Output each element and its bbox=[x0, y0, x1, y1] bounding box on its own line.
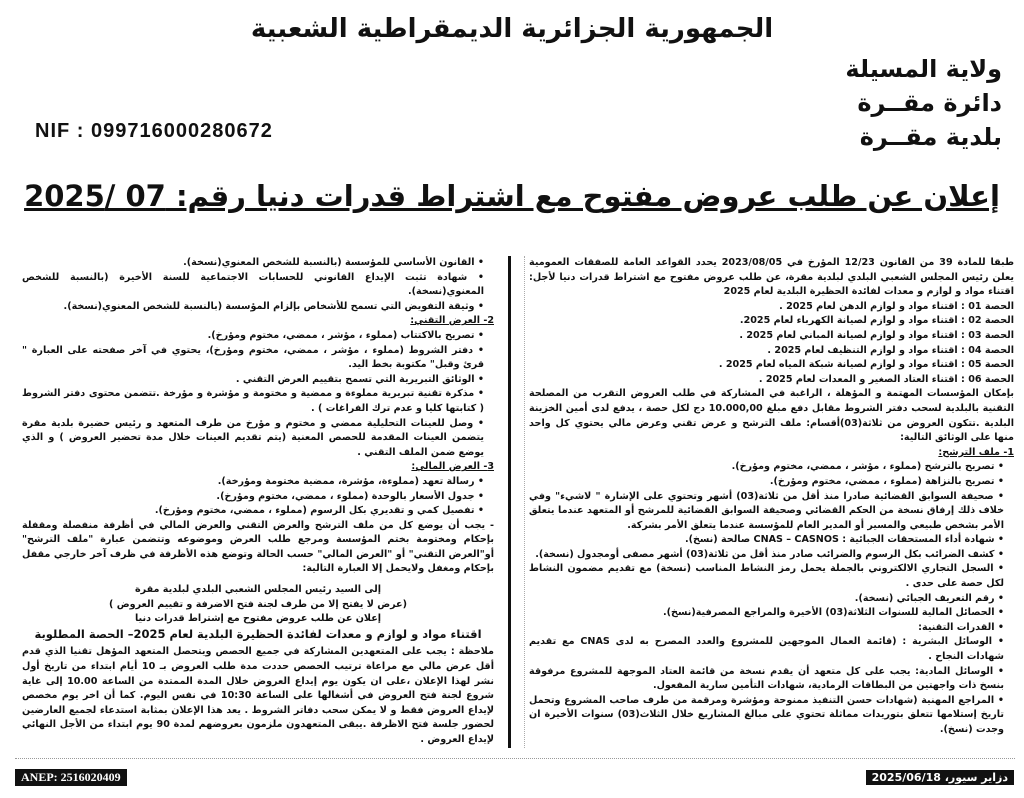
list-item: • الوسائل المادية: يجب على كل متعهد أن يقدم نسخة من قائمة العتاد الموجهة للمشروع مرفوقة بنسخ ذات واجهتين من البطاقات الرمادية، شهادات التأمين سارية المفعول. bbox=[529, 665, 1004, 694]
nif-number: NIF : 099716000280672 bbox=[35, 120, 273, 142]
list-item: • تفصيل كمي و تقديري بكل الرسوم (مملوء ، ممضي، مختوم ومؤرخ). bbox=[22, 504, 484, 519]
lot-item: الحصة 03 : اقتناء مواد و لوازم لصيانة المباني لعام 2025 . bbox=[739, 329, 1014, 341]
anep-reference: ANEP: 2516020409 bbox=[15, 769, 127, 786]
lots-list bbox=[529, 300, 1014, 388]
left-column bbox=[22, 256, 494, 748]
list-item: • رقم التعريف الجبائي (نسخة). bbox=[529, 592, 1004, 607]
candidacy-list bbox=[529, 460, 1014, 737]
candidacy-list-continued bbox=[22, 256, 494, 314]
address-line: (عرض لا يفتح إلا من طرف لجنة فتح الاضرفة و تقييم العروض ) bbox=[108, 598, 407, 610]
section-heading: 3- العرض المالي: bbox=[411, 461, 494, 473]
administration-block bbox=[845, 52, 1002, 154]
right-column bbox=[524, 256, 1014, 748]
address-line: إعلان عن طلب عروض مفتوح مع إشتراط قدرات دنيا bbox=[134, 613, 382, 625]
lot-item: الحصة 05 : اقتناء مواد و لوازم لصيانة شبكة المياه لعام 2025 . bbox=[718, 359, 1014, 371]
list-item: • القانون الأساسي للمؤسسة (بالنسبة للشخص المعنوي(نسخة). bbox=[22, 256, 484, 271]
commune-line: بلدية مقــرة bbox=[859, 123, 1002, 151]
list-item: • وصل للعينات التحليلية ممضي و مختوم و مؤرخ من طرف المتعهد و رئيس حضيرة بلدية مقرة يتضمن العينات المقدمة للحصص المعنية (يتم تقديم العينات خلال مدة تحضير العروض ) و الذي يوضع ضمن الملف التقني . bbox=[22, 417, 484, 461]
list-item: • تصريح بالاكتتاب (مملوء ، مؤشر ، ممضي، مختوم ومؤرخ). bbox=[22, 329, 484, 344]
financial-offer-list bbox=[22, 475, 494, 519]
technical-offer-list bbox=[22, 329, 494, 460]
list-item: • تصريح بالنزاهة (مملوء ، ممضي، مختوم ومؤرخ). bbox=[529, 475, 1004, 490]
list-item: • الوثائق التبريرية التي تسمح بتقييم العرض التقني . bbox=[22, 373, 484, 388]
list-item: • جدول الأسعار بالوحدة (مملوء ، ممضي، مختوم ومؤرخ). bbox=[22, 490, 484, 505]
list-item: • تصريح بالترشح (مملوء ، مؤشر ، ممضي، مختوم ومؤرخ). bbox=[529, 460, 1004, 475]
list-item: • المراجع المهنية (شهادات حسن التنفيذ ممنوحة ومؤشرة ومرقمة من طرف صاحب المشروع وتحمل تاريخ إستلامها تتعلق بتوريدات مماثلة تحتوي على مبالغ المشاريع خلال الثلاث(03) سنوات الأخيرة ان وجدت (نسخ). bbox=[529, 694, 1004, 738]
address-line: إلى السيد رئيس المجلس الشعبي البلدي لبلدية مقرة bbox=[134, 584, 382, 596]
envelope-paragraph: - يجب أن يوضع كل من ملف الترشح والعرض التقني والعرض المالي في أظرفة منفصلة ومقفلة بإحكام ومختومة بختم المؤسسة ومرجع طلب العرض وموضوعه وتتضمن عبارة "ملف الترشح" أو"العرض التقني" أو "العرض المالي" حسب الحالة وتوضع هذه الأظرفة في ظرف آخر خارجي مقفل بإحكام ومغفل ولايحمل إلا العبارة التالية: bbox=[22, 519, 494, 575]
list-item: • السجل التجاري الالكتروني بالجملة يحمل رمز النشاط المناسب (نسخة) مع تقديم مضمون النشاط لكل حصة على حدى . bbox=[529, 562, 1004, 591]
republic-heading: الجمهورية الجزائرية الديمقراطية الشعبية bbox=[250, 14, 774, 44]
intro-paragraph: طبقا للمادة 39 من القانون 12/23 المؤرخ في 2023/08/05 يحدد القواعد العامة للصفقات العمومية يعلن رئيس المجلس الشعبي البلدي لبلدية مقرة، عن طلب عروض مفتوح مع اشتراط قدرات دنيا لأجل: اقتناء مواد و لوازم و معدات لفائدة الحظيرة البلدية لعام 2025 bbox=[529, 257, 1014, 298]
publication-date: دزاير سيور، 2025/06/18 bbox=[866, 770, 1014, 785]
masthead bbox=[0, 0, 1024, 172]
list-item: • صحيفة السوابق القضائية صادرا منذ أقل من ثلاثة(03) أشهر وتحتوي على الإشارة " لاشيء" وفي خلاف ذلك إرفاق نسخة من الحكم القضائي وصحيفة السوابق القضائية للمرشح أو المتعهد عندما يتعلق الأمر بشخص طبيعي والمسير أو المدير العام للمؤسسة عندما يتعلق الأمر بشركة. bbox=[529, 490, 1004, 534]
bottom-rule bbox=[15, 758, 1015, 759]
list-item: • القدرات التقنية: bbox=[529, 621, 1004, 636]
list-item: • دفتر الشروط (مملوء ، مؤشر ، ممضي، مختوم ومؤرخ)، يحتوي في آخر صفحته على العبارة " قرئ وقبل" مكتوبة بخط اليد. bbox=[22, 344, 484, 373]
list-item: • الحصائل المالية للسنوات الثلاثة(03) الأخيرة والمراجع المصرفية(نسخ). bbox=[529, 606, 1004, 621]
lot-item: الحصة 04 : اقتناء مواد و لوازم التنظيف لعام 2025 . bbox=[767, 344, 1014, 356]
lot-item: الحصة 06 : اقتناء العتاد الصغير و المعدات لعام 2025 . bbox=[758, 373, 1014, 385]
object-line: اقتناء مواد و لوازم و معدات لفائدة الحظيرة البلدية لعام 2025– الحصة المطلوبة bbox=[34, 626, 482, 641]
lot-item: الحصة 01 : اقتناء مواد و لوازم الدهن لعام 2025 . bbox=[779, 300, 1014, 312]
conditions-paragraph: بإمكان المؤسسات المهتمة و المؤهلة ، الراغبة في المشاركة في طلب العروض التقرب من المصلحة التقنية بالبلدية لسحب دفتر الشروط مقابل دفع مبلغ 10.000,00 دج لكل حصة ، يدفع لدى أمين الخزينة البلدية .تتكون العروض من ثلاثة(03)أقسام: ملف الترشح و عرض تقني وعرض مالي يحتوي كل واحد منها على الوثائق التالية: bbox=[529, 388, 1014, 444]
daira-line: دائرة مقــرة bbox=[857, 89, 1002, 117]
lot-item: الحصة 02 : اقتناء مواد و لوازم لصيانة الكهرباء لعام 2025. bbox=[739, 315, 1014, 327]
list-item: • وثيقة التفويض التي تسمح للأشخاص بإلزام المؤسسة (بالنسبة للشخص المعنوي(نسخة). bbox=[22, 300, 484, 315]
section-heading: 1- ملف الترشح: bbox=[938, 446, 1014, 458]
list-item: • رسالة تعهد (مملوءة، مؤشرة، ممضية مختومة ومؤرخة). bbox=[22, 475, 484, 490]
list-item: • كشف الضرائب بكل الرسوم والضرائب صادر منذ أقل من ثلاثة(03) أشهر مصفى أومجدول (نسخة). bbox=[529, 548, 1004, 563]
column-divider bbox=[508, 256, 511, 748]
footer bbox=[15, 769, 1014, 786]
list-item: • شهادة أداء المستحقات الجبائية : CNAS – CASNOS صالحة (نسخ). bbox=[529, 533, 1004, 548]
section-heading: 2- العرض التقني: bbox=[410, 315, 494, 327]
wilaya-line: ولاية المسيلة bbox=[845, 55, 1002, 83]
list-item: • مذكرة تقنية تبريرية مملوءة و ممضية و مختومة و مؤشرة و مؤرخة .تتضمن محتوى دفتر الشروط ( كتابتها كليا و عدم ترك الفراغات ) . bbox=[22, 387, 484, 416]
columns bbox=[22, 256, 1014, 748]
notice-title: إعلان عن طلب عروض مفتوح مع اشتراط قدرات دنيا رقم: 07 /2025 bbox=[24, 179, 1000, 213]
list-item: • الوسائل البشرية : (قائمة العمال الموجهين للمشروع والعدد المصرح به لدى CNAS مع تقديم شهادات النجاح . bbox=[529, 635, 1004, 664]
note-paragraph: ملاحظة : يجب على المتعهدين المشاركة في جميع الحصص ويتحصل المتعهد المؤهل تقنيا الذي قدم أقل عرض مالي مع مراعاة ترتيب الحصص حددت مدة طلب العروض بـ 10 أيام ابتداء من تاريخ أول نشر لهذا الإعلان ،على ان يكون يوم إيداع العروض خلال المدة الممتدة من الساعة 10.00 إلى غاية شروع لجنة فتح العروض في أشغالها على الساعة 10:30 في نفس اليوم. كما أن اخر يوم مخصص لإيداع العروض فقط و لا يمكن سحب دفاتر الشروط . يعد هذا الإعلان بمثابة استدعاء لجميع العارضين لحضور جلسة فتح الاظرفة .يبقى المتعهدون ملزمون بعروضهم لمدة 90 يوم ابتداء من الأجل النهائي لإيداع العروض . bbox=[22, 646, 494, 745]
list-item: • شهادة تثبت الإيداع القانوني للحسابات الاجتماعية للسنة الأخيرة (بالنسبة للشخص المعنوي(نسخة). bbox=[22, 271, 484, 300]
